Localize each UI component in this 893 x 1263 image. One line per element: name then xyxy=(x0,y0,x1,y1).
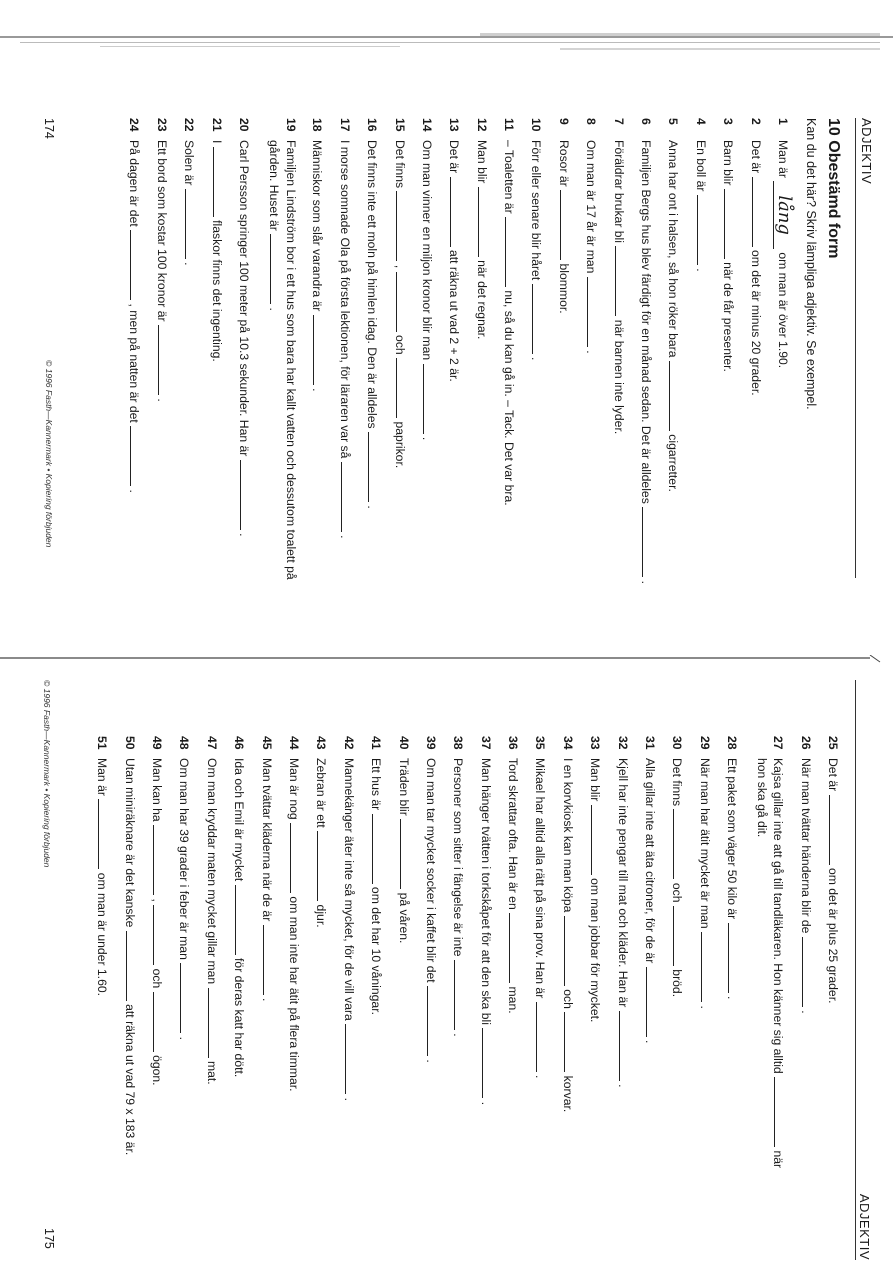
exercise-item xyxy=(409,118,436,638)
answer-blank[interactable] xyxy=(400,819,413,889)
exercise-text: Det är xyxy=(748,140,763,177)
exercise-text: En boll är xyxy=(693,140,708,195)
instruction-text: Kan du det här? Skriv lämpliga adjektiv. Se exempel. xyxy=(804,118,818,410)
exercise-text: När man tvättar händerna blir de xyxy=(798,758,813,937)
exercise-item xyxy=(659,736,686,1258)
exercise-text: Om man kryddar maten mycket gillar man xyxy=(204,758,219,988)
exercise-text: Om man har 39 grader i feber är man xyxy=(177,758,192,964)
answer-blank[interactable] xyxy=(482,1028,495,1098)
exercise-item xyxy=(354,118,381,638)
exercise-text: . xyxy=(643,1036,658,1044)
exercise-item xyxy=(253,118,299,638)
answer-blank[interactable] xyxy=(478,187,491,257)
exercise-number: 19 xyxy=(283,118,298,132)
exercise-text: Barn blir xyxy=(721,140,736,189)
answer-blank[interactable] xyxy=(829,795,842,865)
answer-blank[interactable] xyxy=(240,460,253,530)
exercise-text: . xyxy=(533,1071,548,1079)
answer-blank[interactable] xyxy=(185,189,198,259)
answer-blank[interactable] xyxy=(153,992,166,1052)
exercise-item xyxy=(198,118,225,638)
exercise-text: Människor som slår varandra är xyxy=(310,140,325,315)
exercise-text: I xyxy=(209,140,224,147)
exercise-text: Utan miniräknare är det kanske xyxy=(122,758,137,931)
exercise-number: 37 xyxy=(478,736,493,750)
exercise-number: 4 xyxy=(693,118,708,125)
answer-blank[interactable] xyxy=(450,177,463,247)
exercise-number: 15 xyxy=(392,118,407,132)
exercise-text: när det regnar. xyxy=(474,256,489,340)
exercise-text: – Toaletten är xyxy=(502,140,517,218)
exercise-text: Man hänger tvätten i torkskåpet för att den ska bli xyxy=(478,758,493,1029)
exercise-number: 11 xyxy=(502,118,517,131)
exercise-text: och xyxy=(560,989,575,1013)
exercise-text: om man är över 1.90. xyxy=(776,248,790,369)
exercise-text: hon ska gå dit. xyxy=(755,758,770,838)
exercise-number: 1 xyxy=(776,118,790,125)
exercise-text: . xyxy=(182,258,197,266)
exercise-text: . xyxy=(693,264,708,272)
exercise-text: Träden blir xyxy=(396,758,411,820)
exercise-item xyxy=(221,736,248,1258)
exercise-number: 27 xyxy=(771,736,786,750)
exercise-text: bröd. xyxy=(670,965,685,998)
exercise-text: . xyxy=(478,1098,493,1106)
exercise-text: Zebran är ett xyxy=(314,758,329,832)
answer-blank[interactable] xyxy=(774,1077,787,1147)
exercise-number: 16 xyxy=(365,118,380,132)
exercise-number: 6 xyxy=(639,118,654,125)
exercise-text: Tord skrattar ofta. Han är en xyxy=(506,758,521,914)
answer-blank[interactable] xyxy=(396,191,409,261)
exercise-number: 28 xyxy=(725,736,740,750)
answer-blank[interactable] xyxy=(697,195,710,265)
exercise-text: . xyxy=(423,1056,438,1063)
exercise-text: Det är xyxy=(447,140,462,177)
page-number: 175 xyxy=(42,1228,56,1249)
exercise-text: Man är xyxy=(776,140,790,182)
exercise-text: Familjen Lindström bor i ett hus som bara har kallt vatten och dessutom toalett på xyxy=(283,140,298,580)
exercise-text: . xyxy=(310,384,325,392)
exercise-number: 40 xyxy=(396,736,411,750)
exercise-item xyxy=(655,118,682,638)
exercise-text: Mannekänger äter inte så mycket, för de vill vara xyxy=(341,758,356,1025)
exercise-item xyxy=(463,118,490,638)
exercise-item xyxy=(600,118,627,638)
answer-blank[interactable] xyxy=(752,177,765,247)
exercise-number: 39 xyxy=(423,736,438,750)
exercise-text: . xyxy=(154,394,169,402)
exercise-text: . xyxy=(584,346,599,354)
exercise-item xyxy=(632,736,659,1258)
exercise-number: 44 xyxy=(286,736,301,750)
exercise-number: 10 xyxy=(529,118,544,132)
exercise-number: 20 xyxy=(236,118,251,132)
answer-blank[interactable] xyxy=(130,230,143,300)
exercise-text: när de får presenter. xyxy=(721,258,736,372)
exercise-text: Mikael har alltid alla rätt på sina prov. Han är xyxy=(533,758,548,1002)
exercise-text: Personer som sitter i fängelse är inte xyxy=(451,758,466,960)
exercise-text: cigarretter. xyxy=(666,430,681,492)
exercise-text: I en korvkiosk kan man köpa xyxy=(560,758,575,916)
answer-blank[interactable] xyxy=(587,277,600,347)
exercise-text: Om man är 17 år är man xyxy=(584,140,599,277)
answer-blank[interactable] xyxy=(673,809,686,879)
answer-blank[interactable] xyxy=(313,315,326,385)
exercise-item xyxy=(765,118,795,638)
answer-blank[interactable] xyxy=(98,799,111,869)
exercise-number: 42 xyxy=(341,736,356,750)
answer-blank[interactable] xyxy=(208,988,221,1058)
exercise-number: 22 xyxy=(182,118,197,132)
exercise-text: . xyxy=(419,433,434,441)
answer-blank[interactable] xyxy=(509,913,522,983)
exercise-number: 30 xyxy=(670,736,685,750)
exercise-item xyxy=(491,118,518,638)
exercise-item xyxy=(303,736,330,1258)
exercise-text: om man inte har ätit på flera timmar. xyxy=(286,893,301,1092)
answer-blank[interactable] xyxy=(153,905,166,965)
exercise-item xyxy=(171,118,198,638)
exercise-text: Det är xyxy=(826,758,840,795)
exercise-text: , men på natten är det xyxy=(127,303,142,427)
exercise-item xyxy=(139,736,166,1258)
exercise-number: 50 xyxy=(122,736,137,750)
exercise-text: ögon. xyxy=(150,1051,165,1086)
exercise-number: 17 xyxy=(337,118,352,132)
answer-blank[interactable] xyxy=(724,189,737,259)
copyright-note: © 1996 Fasth—Kannermark • Kopiering förbjuden xyxy=(42,680,52,868)
exercise-text: , xyxy=(150,898,165,906)
exercise-item xyxy=(358,736,385,1258)
exercise-number: 35 xyxy=(533,736,548,750)
exercise-text: . xyxy=(798,1006,813,1014)
exercise-item xyxy=(741,736,787,1258)
exercise-text: Man är nog xyxy=(286,758,301,824)
exercise-number: 13 xyxy=(447,118,462,132)
exercise-number: 33 xyxy=(588,736,603,750)
exercise-number: 45 xyxy=(259,736,274,750)
exercise-number: 24 xyxy=(127,118,142,132)
exercise-text: flaskor finns det ingenting. xyxy=(209,216,224,362)
exercise-text: Carl Persson springer 100 meter på 10.3 sekunder. Han är xyxy=(236,140,251,460)
exercise-text: , xyxy=(392,264,407,272)
exercise-text: om det är plus 25 grader. xyxy=(826,864,840,1004)
answer-blank[interactable] xyxy=(673,906,686,966)
exercise-list xyxy=(84,736,842,1258)
answer-blank[interactable] xyxy=(560,190,573,260)
exercise-text: Kjell har inte pengar till mat och kläder. Han är xyxy=(615,758,630,1011)
answer-blank[interactable] xyxy=(345,1024,358,1094)
exercise-number: 51 xyxy=(95,736,110,750)
exercise-item xyxy=(84,736,111,1258)
exercise-item xyxy=(737,118,764,638)
exercise-text: att räkna ut vad 79 x 183 är. xyxy=(122,1000,137,1156)
answer-blank[interactable] xyxy=(270,234,283,304)
exercise-number: 18 xyxy=(310,118,325,132)
exercise-text: Man blir xyxy=(588,758,603,805)
exercise-number: 7 xyxy=(611,118,626,125)
exercise-text: Ett hus är xyxy=(369,758,384,814)
exercise-number: 38 xyxy=(451,736,466,750)
exercise-text: Förr eller senare blir håret xyxy=(529,140,544,284)
exercise-text: . xyxy=(451,1029,466,1037)
exercise-text: Ida och Emil är mycket xyxy=(232,758,247,885)
exercise-text: . xyxy=(615,1080,630,1088)
right-page xyxy=(42,680,880,1260)
exercise-text: nu, så du kan gå in. – Tack. Det var bra. xyxy=(502,287,517,506)
answer-blank[interactable] xyxy=(423,364,436,434)
exercise-text: Om man vinner en miljon kronor blir man xyxy=(419,140,434,364)
exercise-number: 41 xyxy=(369,736,384,750)
exercise-text: och xyxy=(150,968,165,992)
exercise-item xyxy=(193,736,220,1258)
answer-blank[interactable] xyxy=(615,246,628,316)
exercise-item xyxy=(326,118,353,638)
exercise-number: 29 xyxy=(697,736,712,750)
exercise-number: 5 xyxy=(666,118,681,125)
exercise-text: mat. xyxy=(204,1057,219,1085)
answer-blank[interactable] xyxy=(130,426,143,486)
answer-blank[interactable] xyxy=(290,823,303,893)
answer-blank[interactable] xyxy=(669,361,682,431)
exercise-number: 3 xyxy=(721,118,736,125)
answer-blank[interactable] xyxy=(642,507,655,577)
exercise-number: 26 xyxy=(798,736,813,750)
exercise-number: 47 xyxy=(204,736,219,750)
exercise-text: . xyxy=(529,353,544,361)
exercise-text: Man är xyxy=(95,758,110,800)
answer-blank[interactable] xyxy=(564,916,577,986)
exercise-item xyxy=(714,736,741,1258)
exercise-item xyxy=(549,736,576,1258)
answer-blank[interactable] xyxy=(427,986,440,1056)
exercise-item xyxy=(276,736,303,1258)
exercise-text: Kajsa gillar inte att gå till tandläkaren. Hon känner sig alltid xyxy=(771,758,786,1078)
header-rule xyxy=(855,118,856,578)
exercise-text: Ett bord som kostar 100 kronor är xyxy=(154,140,169,325)
answer-blank[interactable] xyxy=(153,825,166,895)
chapter-header: ADJEKTIV xyxy=(857,1193,872,1260)
answer-blank[interactable] xyxy=(372,814,385,884)
exercise-text: Det finns xyxy=(670,758,685,810)
exercise-item xyxy=(413,736,440,1258)
exercise-text: och xyxy=(392,335,407,359)
exercise-text: när xyxy=(771,1147,786,1169)
exercise-text: Man blir xyxy=(474,140,489,187)
exercise-item xyxy=(604,736,631,1258)
exercise-number: 48 xyxy=(177,736,192,750)
answer-blank[interactable] xyxy=(646,967,659,1037)
exercise-number: 9 xyxy=(556,118,571,125)
exercise-item xyxy=(682,118,709,638)
exercise-text: Man kan ha xyxy=(150,758,165,826)
answer-blank[interactable] xyxy=(396,272,409,332)
answer-blank[interactable] xyxy=(619,1011,632,1081)
exercise-text: Familjen Bergs hus blev färdigt för en månad sedan. Det är alldeles xyxy=(639,140,654,508)
answer-blank[interactable] xyxy=(235,885,248,955)
exercise-text: . xyxy=(639,577,654,584)
exercise-text: Man tvättar kläderna när de är xyxy=(259,758,274,925)
exercise-text: . xyxy=(127,486,142,493)
exercise-text: Om man tar mycket socker i kaffet blir det xyxy=(423,758,438,987)
answer-blank[interactable] xyxy=(728,923,741,993)
exercise-number: 23 xyxy=(154,118,169,132)
exercise-item xyxy=(686,736,713,1258)
exercise-text: paprikor. xyxy=(392,418,407,469)
exercise-item xyxy=(381,118,408,638)
exercise-number: 12 xyxy=(474,118,489,132)
exercise-item xyxy=(522,736,549,1258)
exercise-text: Det finns xyxy=(392,140,407,192)
exercise-text: Ett paket som väger 50 kilo är xyxy=(725,758,740,923)
exercise-number: 8 xyxy=(584,118,599,125)
answer-blank[interactable] xyxy=(564,1012,577,1072)
answer-blank[interactable] xyxy=(802,937,815,1007)
answer-blank[interactable] xyxy=(213,147,226,217)
exercise-number: 14 xyxy=(419,118,434,132)
exercise-item xyxy=(467,736,494,1258)
handwritten-example: lång xyxy=(773,181,795,249)
answer-blank[interactable] xyxy=(263,925,276,995)
exercise-item xyxy=(815,736,842,1258)
exercise-text: gården. Huset är xyxy=(266,140,281,235)
exercise-item xyxy=(330,736,357,1258)
exercise-text: . xyxy=(341,1094,356,1101)
exercise-text: om det har 10 våningar. xyxy=(369,883,384,1015)
exercise-number: 34 xyxy=(560,736,575,750)
section-title: 10 Obestämd form xyxy=(825,118,842,259)
exercise-text: När man har ätit mycket är man xyxy=(697,758,712,933)
exercise-number: 31 xyxy=(643,736,658,750)
answer-blank[interactable] xyxy=(454,960,467,1030)
exercise-text: för deras katt har dött. xyxy=(232,954,247,1078)
exercise-number: 21 xyxy=(209,118,224,132)
answer-blank[interactable] xyxy=(341,462,354,532)
exercise-text: Anna har ont i halsen, så hon röker bara xyxy=(666,140,681,361)
page-fold-line xyxy=(0,655,893,663)
answer-blank[interactable] xyxy=(317,831,330,901)
exercise-text: man. xyxy=(506,983,521,1014)
exercise-item xyxy=(385,736,412,1258)
exercise-text: på våren. xyxy=(396,889,411,944)
answer-blank[interactable] xyxy=(158,325,171,395)
exercise-text: Rosor är xyxy=(556,140,571,191)
exercise-item xyxy=(166,736,193,1258)
exercise-number: 25 xyxy=(826,736,840,750)
exercise-text: om man är under 1.60. xyxy=(95,869,110,997)
answer-blank[interactable] xyxy=(180,963,193,1033)
exercise-text: . xyxy=(259,994,274,1002)
exercise-item xyxy=(573,118,600,638)
exercise-text: djur. xyxy=(314,901,329,928)
answer-blank[interactable] xyxy=(532,284,545,354)
left-page xyxy=(42,40,880,640)
exercise-text: . xyxy=(337,531,352,539)
exercise-item xyxy=(116,118,143,638)
exercise-text: när barnen inte lyder. xyxy=(611,316,626,435)
exercise-item xyxy=(628,118,655,638)
chapter-header: ADJEKTIV xyxy=(859,118,874,185)
exercise-text: om man jobbar för mycket. xyxy=(588,874,603,1023)
exercise-item xyxy=(518,118,545,638)
exercise-continuation xyxy=(754,758,770,1258)
exercise-text: . xyxy=(725,992,740,1000)
exercise-text: Föräldrar brukar bli xyxy=(611,140,626,247)
page-number: 174 xyxy=(42,118,56,139)
copyright-note: © 1996 Fasth—Kannermark • Kopiering förbjuden xyxy=(44,360,54,548)
exercise-number: 32 xyxy=(615,736,630,750)
exercise-item xyxy=(710,118,737,638)
exercise-text: korvar. xyxy=(560,1072,575,1113)
exercise-item xyxy=(226,118,253,638)
exercise-number: 49 xyxy=(150,736,165,750)
exercise-text: I morse somnade Ola på första lektionen, för läraren var så xyxy=(337,140,352,462)
exercise-item xyxy=(495,736,522,1258)
exercise-item xyxy=(299,118,326,638)
exercise-item xyxy=(440,736,467,1258)
exercise-text: om det är minus 20 grader. xyxy=(748,246,763,396)
exercise-text: Alla gillar inte att äta citroner, för de är xyxy=(643,758,658,967)
exercise-text: och xyxy=(670,882,685,906)
answer-blank[interactable] xyxy=(591,805,604,875)
answer-blank[interactable] xyxy=(536,1002,549,1072)
exercise-item xyxy=(143,118,170,638)
exercise-text: På dagen är det xyxy=(127,140,142,231)
exercise-text: att räkna ut vad 2 + 2 är. xyxy=(447,246,462,382)
exercise-text: Det finns inte ett moln på himlen idag. Den är alldeles xyxy=(365,140,380,432)
header-rule xyxy=(855,680,856,1260)
exercise-text: . xyxy=(236,529,251,537)
exercise-item xyxy=(787,736,814,1258)
exercise-item xyxy=(248,736,275,1258)
answer-blank[interactable] xyxy=(126,931,139,1001)
exercise-text: . xyxy=(697,1002,712,1009)
exercise-text: blommor. xyxy=(556,260,571,314)
answer-blank[interactable] xyxy=(396,358,409,418)
exercise-text: . xyxy=(177,1033,192,1041)
exercise-number: 43 xyxy=(314,736,329,750)
exercise-number: 36 xyxy=(506,736,521,750)
answer-blank[interactable] xyxy=(368,432,381,502)
exercise-text: . xyxy=(266,304,281,311)
exercise-list xyxy=(116,118,795,638)
answer-blank[interactable] xyxy=(701,932,714,1002)
exercise-number: 46 xyxy=(232,736,247,750)
exercise-item xyxy=(577,736,604,1258)
exercise-number: 2 xyxy=(748,118,763,125)
exercise-item xyxy=(545,118,572,638)
exercise-continuation xyxy=(266,140,283,638)
exercise-text: Solen är xyxy=(182,140,197,189)
answer-blank[interactable] xyxy=(505,217,518,287)
exercise-item xyxy=(436,118,463,638)
exercise-text: . xyxy=(365,501,380,509)
exercise-item xyxy=(111,736,138,1258)
